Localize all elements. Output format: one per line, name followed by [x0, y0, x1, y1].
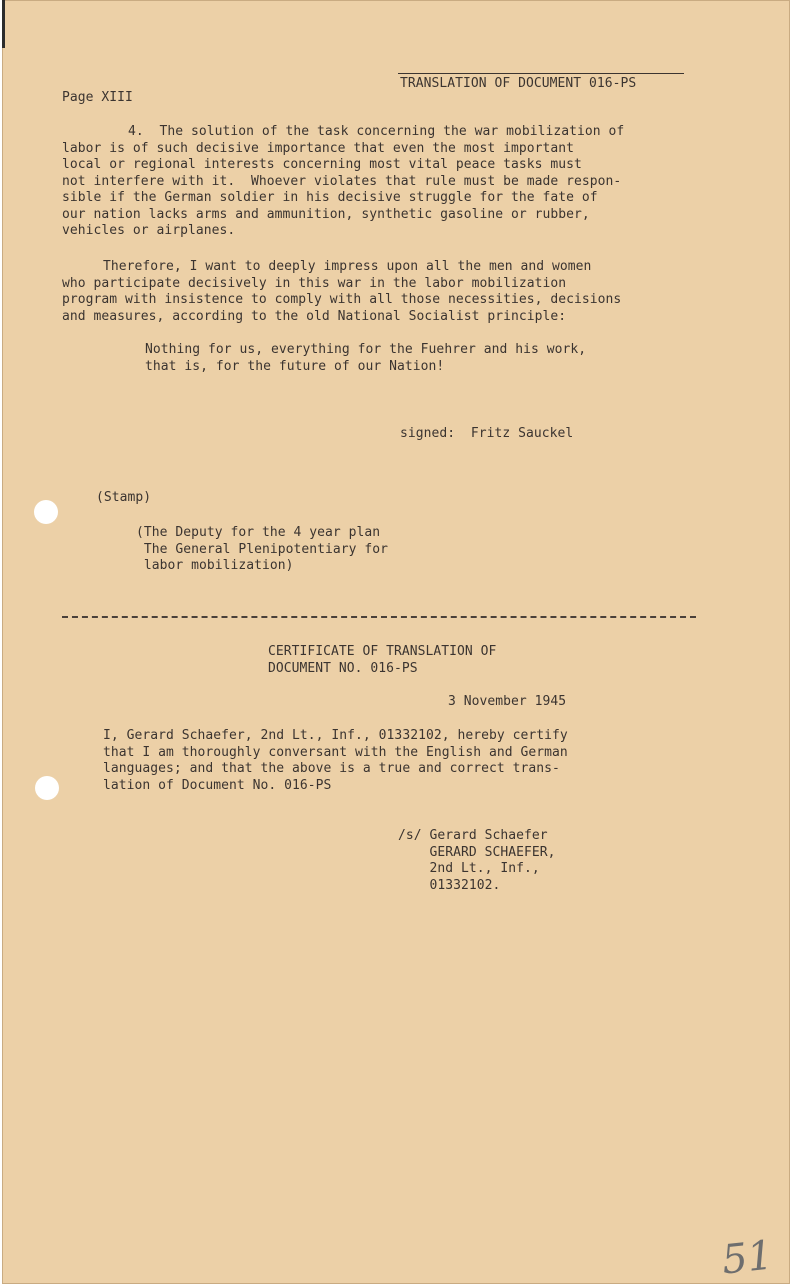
text-line: labor is of such decisive importance that even the most important: [62, 140, 574, 156]
text-line: that is, for the future of our Nation!: [145, 358, 445, 374]
page-label: Page XIII: [62, 90, 133, 105]
header-top-rule: [398, 73, 684, 74]
text-line: and measures, according to the old National Socialist principle:: [62, 308, 567, 324]
signed-line: signed: Fritz Sauckel: [400, 426, 574, 441]
text-line: local or regional interests concerning most vital peace tasks must: [62, 157, 582, 172]
text-line: DOCUMENT NO. 016-PS: [268, 660, 418, 676]
text-line: I, Gerard Schaefer, 2nd Lt., Inf., 01332102, hereby certify: [103, 728, 568, 743]
certificate-date: 3 November 1945: [448, 694, 567, 709]
stamp-label: (Stamp): [96, 490, 152, 505]
document-title: TRANSLATION OF DOCUMENT 016-PS: [400, 76, 637, 91]
scan-edge: [2, 0, 5, 48]
punch-hole: [34, 500, 58, 524]
text-line: labor mobilization): [136, 558, 294, 573]
punch-hole: [35, 776, 59, 800]
text-line: The General Plenipotentiary for: [136, 541, 389, 557]
text-line: vehicles or airplanes.: [62, 223, 236, 238]
text-line: not interfere with it. Whoever violates that rule must be made respon-: [62, 173, 622, 189]
text-line: our nation lacks arms and ammunition, synthetic gasoline or rubber,: [62, 206, 590, 222]
text-line: GERARD SCHAEFER,: [398, 844, 556, 860]
text-line: that I am thoroughly conversant with the English and German: [103, 744, 568, 760]
handwritten-page-number: 51: [719, 1232, 776, 1284]
text-line: (The Deputy for the 4 year plan: [136, 525, 381, 540]
text-line: languages; and that the above is a true and correct trans-: [103, 761, 560, 776]
text-line: Nothing for us, everything for the Fuehrer and his work,: [145, 342, 587, 357]
section-separator: [62, 616, 696, 618]
text-line: who participate decisively in this war in the labor mobilization: [62, 275, 567, 291]
text-line: 4. The solution of the task concerning the war mobilization of: [128, 124, 625, 139]
text-line: 2nd Lt., Inf.,: [398, 861, 540, 876]
text-line: lation of Document No. 016-PS: [103, 777, 332, 793]
text-line: /s/ Gerard Schaefer: [398, 828, 548, 843]
text-line: 01332102.: [398, 877, 501, 893]
text-line: program with insistence to comply with all those necessities, decisions: [62, 292, 622, 307]
text-line: CERTIFICATE OF TRANSLATION OF: [268, 644, 497, 659]
text-line: Therefore, I want to deeply impress upon all the men and women: [103, 259, 592, 274]
text-line: sible if the German soldier in his decisive struggle for the fate of: [62, 190, 598, 205]
